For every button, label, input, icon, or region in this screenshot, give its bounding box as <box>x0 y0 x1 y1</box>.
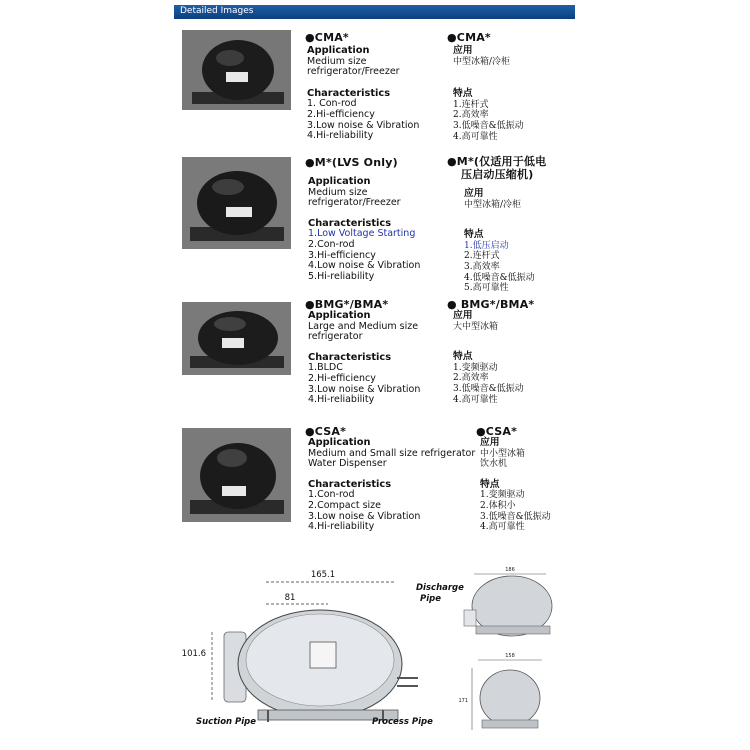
discharge-pipe-label: Discharge <box>416 583 464 593</box>
product-title: ●CSA* <box>305 425 347 438</box>
characteristic-item: 2.高效率 <box>453 110 489 121</box>
product-title: ●BMG*/BMA* <box>305 298 389 311</box>
characteristic-item: 2.Compact size <box>308 499 382 511</box>
characteristic-item: 1.变频驱动 <box>480 490 525 501</box>
characteristic-item: 3.Low noise & Vibration <box>308 383 421 395</box>
product-m-en <box>305 156 420 282</box>
application-line: 中型冰箱/冷柜 <box>464 199 522 210</box>
characteristics-heading: Characteristics <box>308 478 392 490</box>
application-line: refrigerator <box>308 331 363 343</box>
product-cma-en <box>305 31 419 142</box>
section-header <box>174 5 575 19</box>
characteristic-item: 4.Hi-reliability <box>308 394 375 406</box>
product-title: 压启动压缩机) <box>461 168 534 181</box>
application-line: Medium size <box>308 186 368 198</box>
compressor-photo-cma <box>182 30 291 110</box>
characteristic-item: 4.高可靠性 <box>453 131 498 142</box>
product-title: ●CSA* <box>476 425 518 438</box>
characteristics-heading: Characteristics <box>308 351 392 363</box>
process-pipe-label: Process Pipe <box>372 717 433 727</box>
application-line: refrigerator/Freezer <box>307 66 400 78</box>
product-title: ●M*(LVS Only) <box>305 156 398 169</box>
application-line: 饮水机 <box>480 459 508 470</box>
product-title: ●M*(仅适用于低电 <box>447 155 547 168</box>
characteristics-heading: 特点 <box>453 351 473 363</box>
application-heading: Application <box>308 310 371 321</box>
application-heading: Application <box>307 45 370 56</box>
characteristic-item: 2.Hi-efficiency <box>307 108 375 120</box>
characteristic-item: 1.低压启动 <box>464 240 509 251</box>
characteristic-item: 3.高效率 <box>464 261 500 272</box>
application-line: Large and Medium size <box>308 320 419 332</box>
dimension-height-label: 101.6 <box>181 649 206 659</box>
application-heading: 应用 <box>453 45 473 56</box>
characteristic-item: 4.高可靠性 <box>480 522 525 533</box>
product-bmg-cn <box>447 298 534 405</box>
application-heading: 应用 <box>453 310 473 321</box>
side-view-top <box>464 567 552 636</box>
product-m-cn <box>447 155 546 294</box>
characteristic-item: 3.Low noise & Vibration <box>308 510 421 522</box>
application-line: Medium size <box>307 55 367 67</box>
characteristic-item: 4.低噪音&低振动 <box>464 272 535 283</box>
compressor-photo-csa <box>182 428 291 522</box>
characteristic-item: 4.Low noise & Vibration <box>308 260 421 272</box>
application-line: refrigerator/Freezer <box>308 197 401 209</box>
characteristic-item: 3.低噪音&低振动 <box>453 120 524 131</box>
product-title: ● BMG*/BMA* <box>447 298 535 311</box>
characteristic-item: 3.低噪音&低振动 <box>453 383 524 394</box>
characteristic-item: 1.Low Voltage Starting <box>308 228 416 240</box>
application-heading: 应用 <box>480 437 500 448</box>
characteristic-item: 5.Hi-reliability <box>308 270 375 282</box>
dimension-drawing <box>178 560 575 740</box>
application-heading: 应用 <box>464 188 484 199</box>
dimension-width-label: 165.1 <box>310 570 336 580</box>
application-heading: Application <box>308 176 371 187</box>
compressor-photo-m <box>182 157 291 249</box>
side-height-dimension: 171 <box>458 698 468 704</box>
product-title: ●CMA* <box>305 31 349 44</box>
product-csa-en <box>305 425 475 533</box>
section-header-title: Detailed Images <box>180 6 254 16</box>
characteristic-item: 2.Con-rod <box>308 238 355 250</box>
characteristic-item: 1.连杆式 <box>453 99 489 110</box>
compressor-photo-bmg <box>182 302 291 375</box>
characteristic-item: 3.Low noise & Vibration <box>307 119 420 131</box>
product-bmg-en <box>305 298 420 406</box>
application-line: 大中型冰箱 <box>453 321 499 332</box>
discharge-pipe-label: Pipe <box>420 594 441 604</box>
characteristic-item: 1.Con-rod <box>308 489 355 501</box>
front-view <box>224 610 418 722</box>
characteristic-item: 1.变频驱动 <box>453 362 498 373</box>
characteristics-heading: Characteristics <box>308 217 392 229</box>
application-line: 中小型冰箱 <box>480 448 526 459</box>
characteristic-item: 2.体积小 <box>480 500 516 511</box>
characteristic-item: 3.Hi-efficiency <box>308 249 376 261</box>
characteristic-item: 5.高可靠性 <box>464 283 509 294</box>
characteristic-item: 2.连杆式 <box>464 251 500 262</box>
side-bottom-dimension: 158 <box>505 653 515 659</box>
characteristics-heading: 特点 <box>480 478 500 490</box>
characteristic-item: 1. Con-rod <box>307 98 357 110</box>
application-heading: Application <box>308 437 371 448</box>
product-title: ●CMA* <box>447 31 491 44</box>
application-line: Medium and Small size refrigerator <box>308 447 476 459</box>
suction-pipe-label: Suction Pipe <box>196 717 257 727</box>
application-line: 中型冰箱/冷柜 <box>453 56 511 67</box>
characteristic-item: 4.Hi-reliability <box>307 130 374 142</box>
application-line: Water Dispenser <box>308 458 387 470</box>
characteristics-heading: Characteristics <box>307 87 391 99</box>
characteristic-item: 4.高可靠性 <box>453 394 498 405</box>
product-cma-cn <box>447 31 524 142</box>
product-csa-cn <box>476 425 551 533</box>
characteristic-item: 1.BLDC <box>308 362 343 374</box>
side-top-dimension: 186 <box>505 567 515 573</box>
characteristic-item: 4.Hi-reliability <box>308 521 375 533</box>
characteristic-item: 2.高效率 <box>453 373 489 384</box>
characteristics-heading: 特点 <box>464 229 484 241</box>
dimension-offset-label: 81 <box>284 593 296 603</box>
side-view-bottom <box>458 653 542 730</box>
characteristic-item: 3.低噪音&低振动 <box>480 511 551 522</box>
characteristic-item: 2.Hi-efficiency <box>308 372 376 384</box>
characteristics-heading: 特点 <box>453 88 473 100</box>
